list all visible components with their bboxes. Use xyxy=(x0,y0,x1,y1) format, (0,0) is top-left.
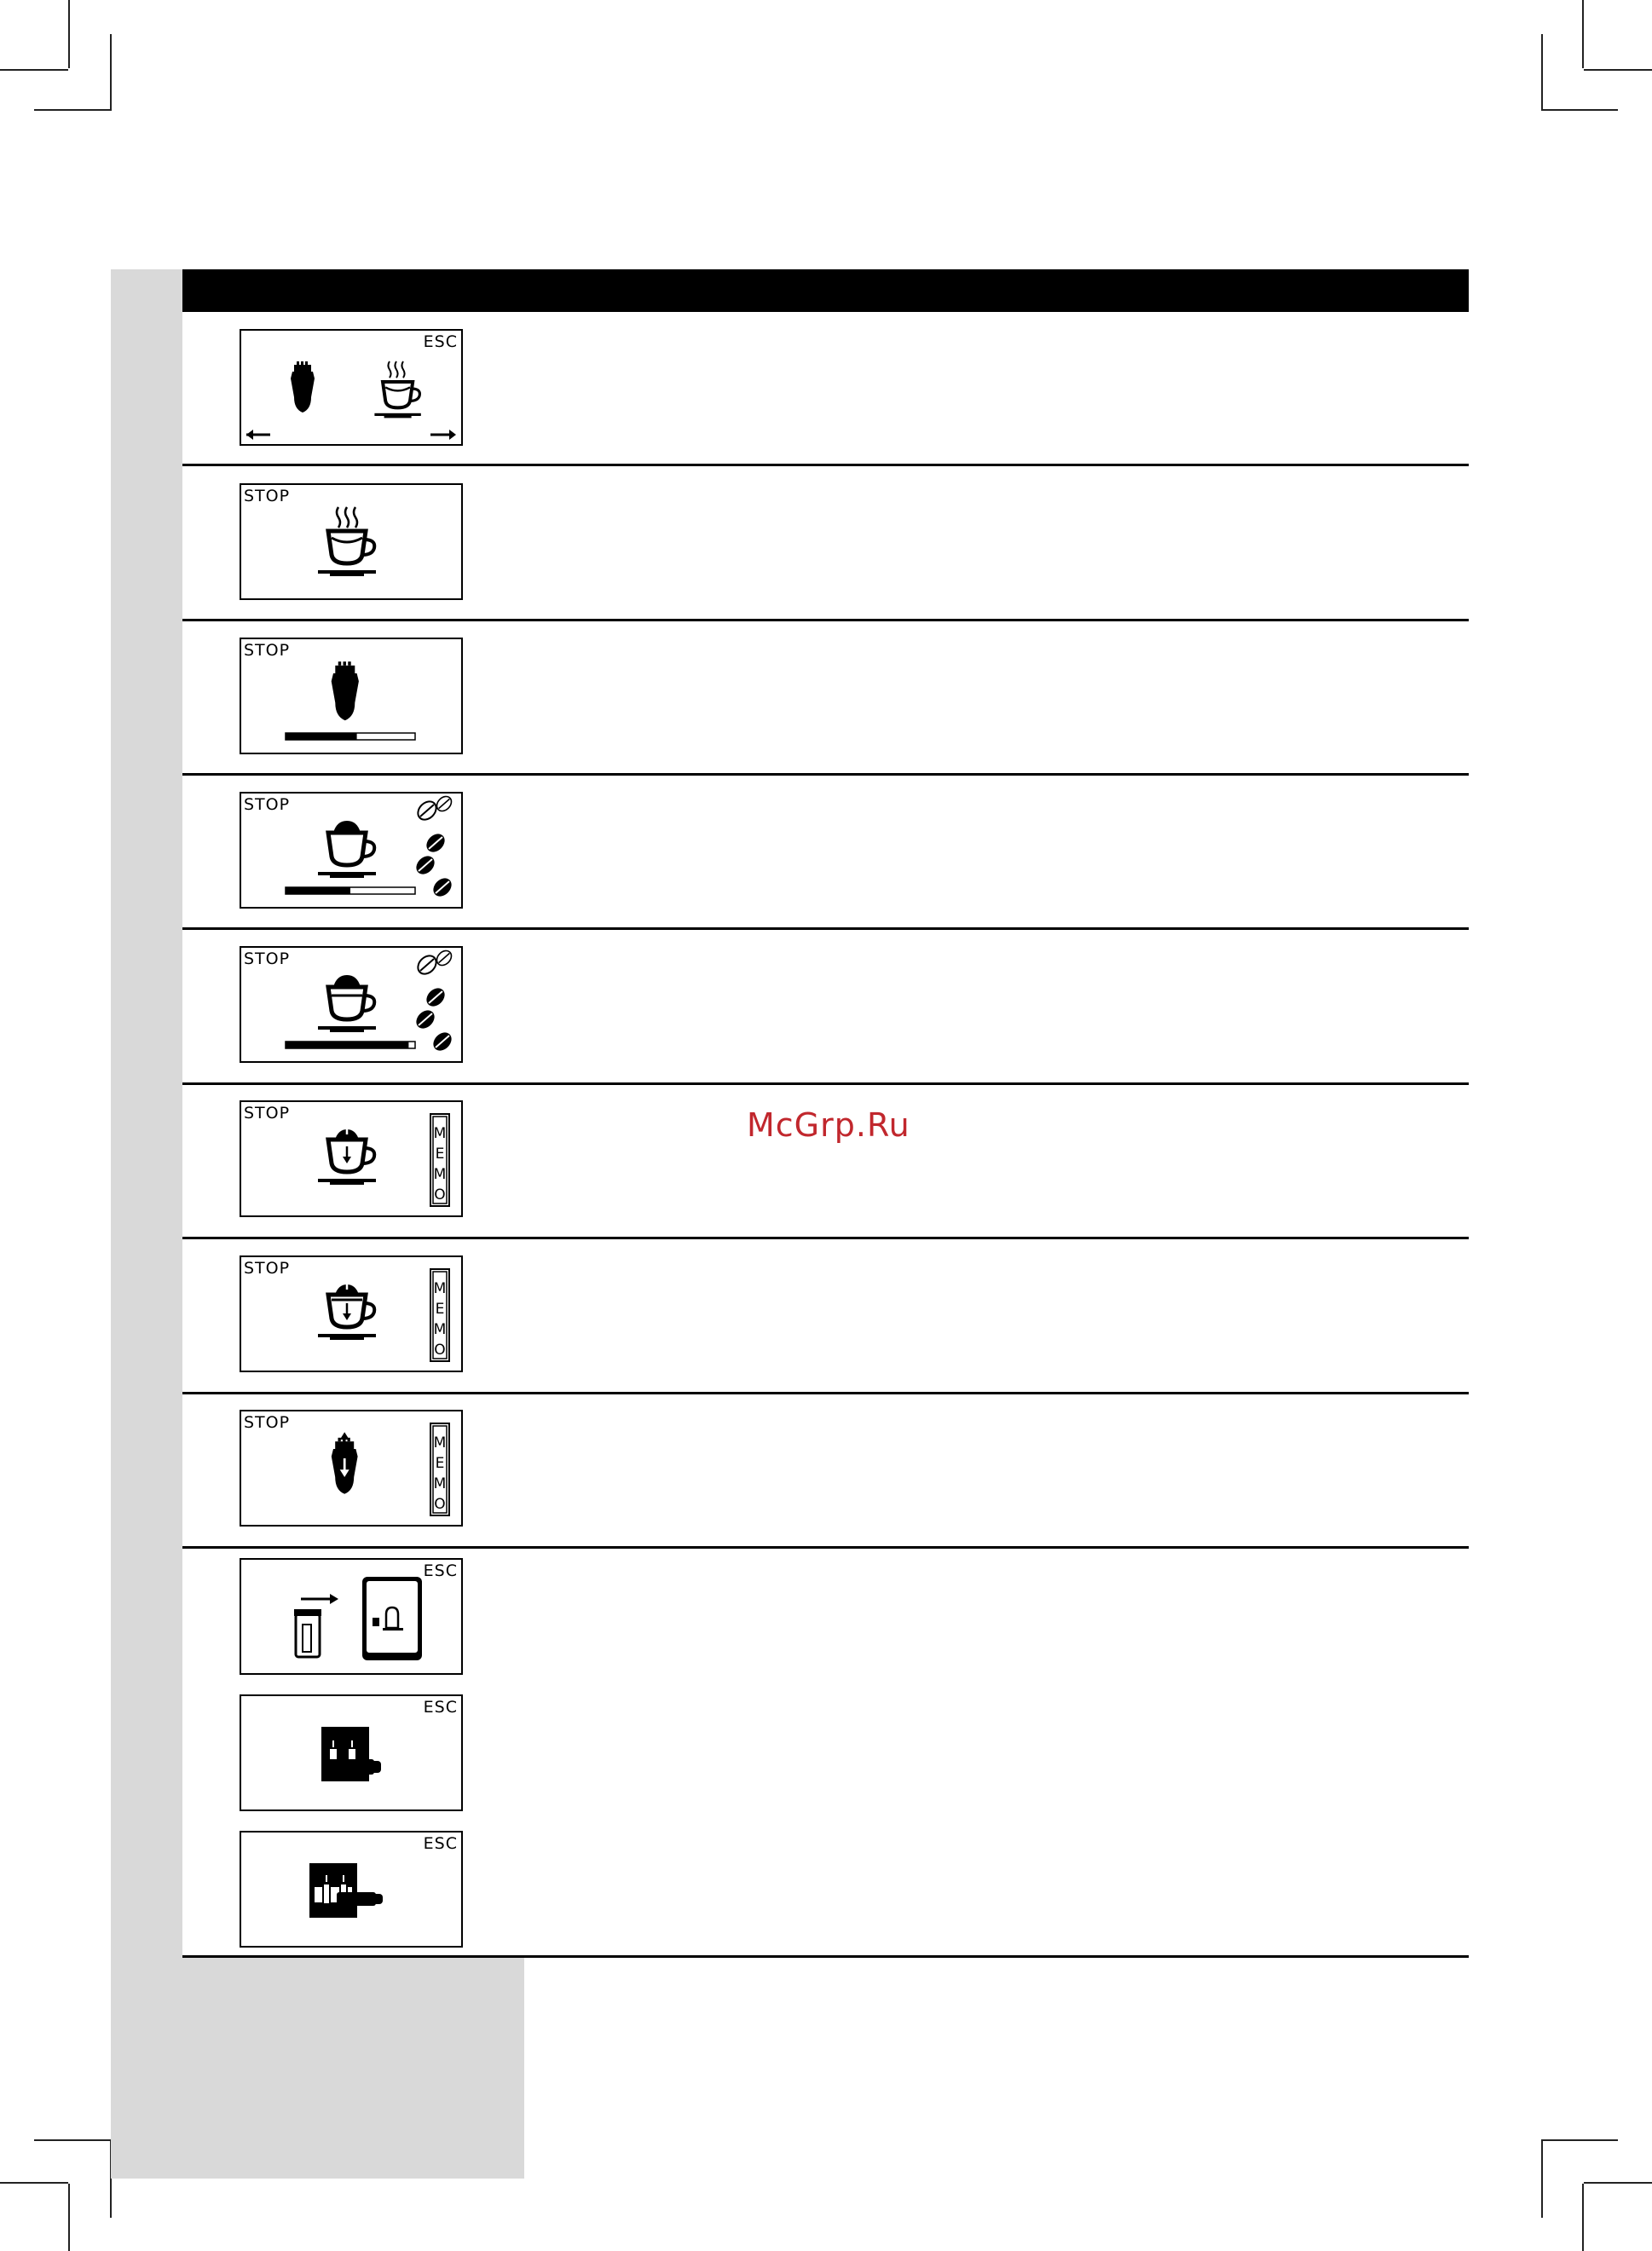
table-header-bar xyxy=(182,269,1469,312)
coffee-bean-icon xyxy=(413,794,455,900)
display-graphics xyxy=(241,1411,461,1525)
display-screen-cappuccino xyxy=(240,946,463,1063)
row-divider xyxy=(182,1392,1469,1394)
cup-adjust-icon xyxy=(318,1121,376,1185)
display-graphics xyxy=(241,1257,461,1371)
display-screen-foam-cup xyxy=(240,792,463,909)
milk-foam-cup-icon xyxy=(318,821,376,878)
esc-label[interactable]: ESC xyxy=(423,1834,458,1853)
esc-label[interactable]: ESC xyxy=(423,1561,458,1580)
display-screen-milk-container-removed xyxy=(240,1831,463,1948)
crop-mark xyxy=(1582,2184,1584,2251)
stop-label[interactable]: STOP xyxy=(244,795,291,814)
display-graphics xyxy=(241,485,461,598)
display-graphics xyxy=(241,331,461,444)
row-divider xyxy=(182,927,1469,930)
progress-bar xyxy=(286,733,415,740)
display-screen-milk-dispensing xyxy=(240,638,463,754)
milk-container-removed-icon xyxy=(309,1863,383,1918)
display-graphics xyxy=(241,948,461,1061)
crop-mark xyxy=(34,109,111,111)
coffee-bean-icon xyxy=(413,948,455,1054)
display-screen-memo-milk xyxy=(240,1410,463,1527)
margin-gray-footer xyxy=(111,1957,524,2179)
stop-label[interactable]: STOP xyxy=(244,487,291,505)
memo-indicator xyxy=(430,1423,449,1515)
memo-indicator xyxy=(430,1114,449,1206)
crop-mark xyxy=(110,34,112,111)
watermark-text: McGrp.Ru xyxy=(747,1106,910,1144)
esc-label[interactable]: ESC xyxy=(423,1698,458,1717)
row-divider xyxy=(182,1082,1469,1085)
display-screen-insert-milk-container xyxy=(240,1558,463,1675)
crop-mark xyxy=(1582,0,1584,68)
cappuccino-cup-icon xyxy=(318,975,376,1032)
stop-label[interactable]: STOP xyxy=(244,1104,291,1123)
crop-mark xyxy=(1541,34,1543,111)
display-graphics xyxy=(241,1560,461,1673)
row-divider xyxy=(182,1237,1469,1239)
arrow-left-icon[interactable] xyxy=(246,430,270,440)
crop-mark xyxy=(0,2182,68,2184)
display-graphics xyxy=(241,1833,461,1946)
crop-mark xyxy=(68,2184,70,2251)
display-graphics xyxy=(241,639,461,753)
crop-mark xyxy=(1584,2182,1652,2184)
machine-panel-icon xyxy=(362,1577,422,1660)
display-screen-milk-container-inserted xyxy=(240,1694,463,1811)
cappuccino-adjust-icon xyxy=(318,1276,376,1340)
progress-bar xyxy=(286,887,415,894)
stop-label[interactable]: STOP xyxy=(244,1413,291,1432)
steaming-cup-icon xyxy=(318,507,376,576)
stop-label[interactable]: STOP xyxy=(244,1259,291,1278)
arrow-right-icon[interactable] xyxy=(430,430,456,440)
stop-label[interactable]: STOP xyxy=(244,641,291,660)
milk-container-icon xyxy=(294,1594,338,1657)
milk-container-inserted-icon xyxy=(321,1727,381,1781)
progress-bar xyxy=(286,1042,415,1048)
display-screen-milk-menu xyxy=(240,329,463,446)
display-screen-memo-cup xyxy=(240,1100,463,1217)
row-divider xyxy=(182,1546,1469,1549)
memo-indicator xyxy=(430,1269,449,1361)
milk-jug-icon[interactable] xyxy=(291,361,315,413)
crop-mark xyxy=(68,0,70,68)
margin-gray-column xyxy=(111,269,182,2179)
milk-jug-adjust-icon xyxy=(332,1432,358,1494)
crop-mark xyxy=(1584,69,1652,71)
display-graphics xyxy=(241,1696,461,1809)
crop-mark xyxy=(1541,2141,1543,2218)
milk-jug-icon xyxy=(332,661,359,720)
row-divider xyxy=(182,464,1469,466)
display-screen-memo-cappuccino xyxy=(240,1255,463,1372)
crop-mark xyxy=(0,69,68,71)
display-screen-hot-water xyxy=(240,483,463,600)
crop-mark xyxy=(34,2139,111,2141)
display-graphics xyxy=(241,794,461,907)
row-divider xyxy=(182,1955,1469,1958)
row-divider xyxy=(182,619,1469,621)
cappuccino-cup-icon[interactable] xyxy=(374,361,420,418)
row-divider xyxy=(182,773,1469,776)
stop-label[interactable]: STOP xyxy=(244,949,291,968)
display-graphics xyxy=(241,1102,461,1215)
crop-mark xyxy=(1541,109,1618,111)
crop-mark xyxy=(1541,2139,1618,2141)
esc-label[interactable]: ESC xyxy=(423,332,458,351)
